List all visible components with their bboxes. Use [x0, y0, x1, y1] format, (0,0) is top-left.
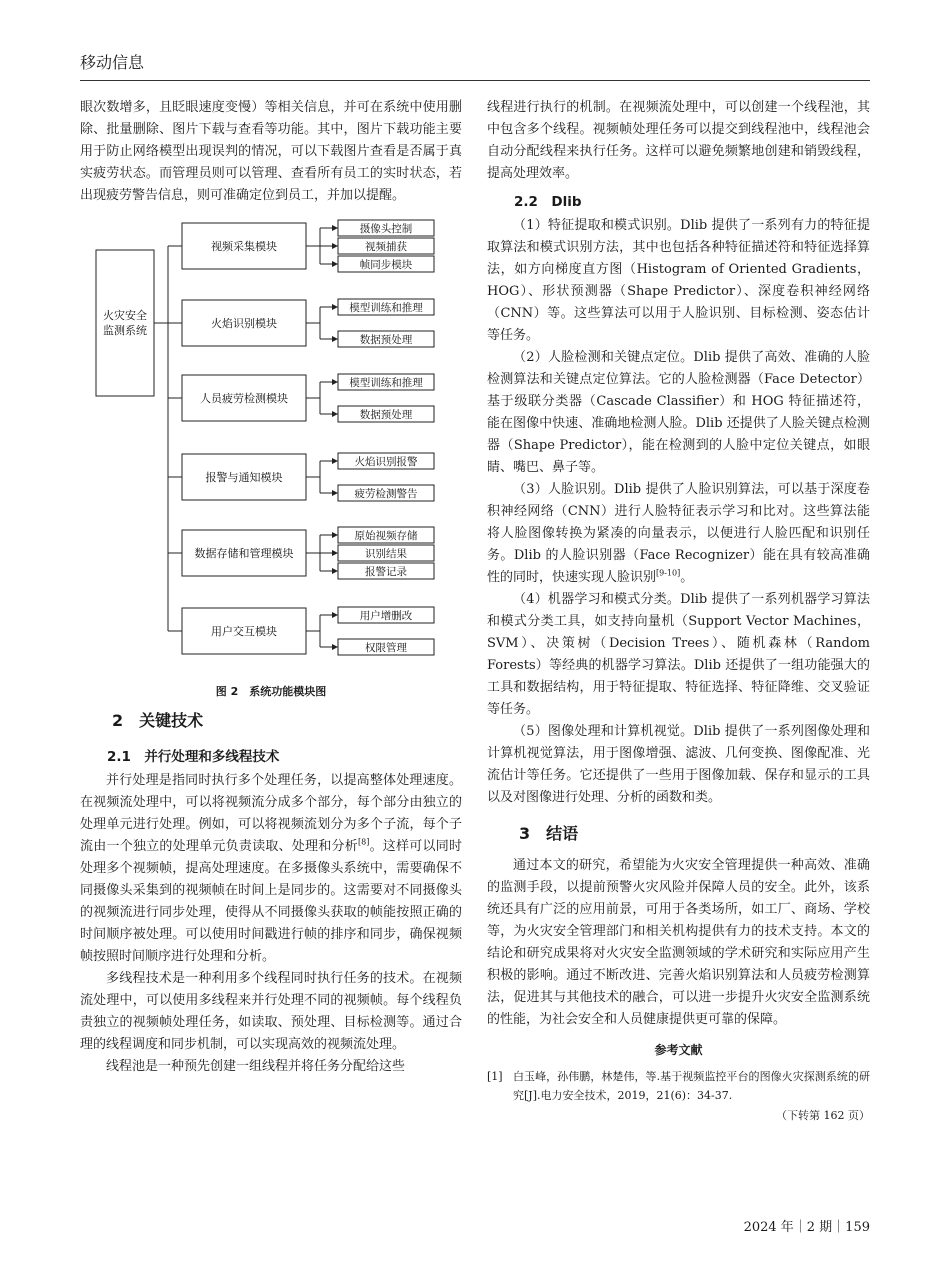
submodule-label: 摄像头控制: [359, 223, 413, 235]
paragraph-2-2-4: （4）机器学习和模式分类。Dlib 提供了一系列机器学习算法和模式分类工具，如支持向量机（Support Vector Machines，SVM）、决策树（Decision Trees）、随机森林（Random Forests）等经典的机器学习算法。Dlib 还提供了一组功能强大的工具和数据结构，用于特征提取、特征选择、特征降维、交叉验证等任务。: [487, 592, 870, 717]
arrow-head-icon: [332, 225, 338, 231]
arrow-head-icon: [332, 550, 338, 556]
citation-9-10: [9-10]: [656, 568, 681, 578]
submodule-label: 数据预处理: [359, 409, 413, 421]
submodule-label: 报警记录: [365, 566, 407, 578]
submodule-label: 帧同步模块: [359, 259, 413, 271]
arrow-head-icon: [332, 379, 338, 385]
paragraph-2-2-5: （5）图像处理和计算机视觉。Dlib 提供了一系列图像处理和计算机视觉算法，用于图像增强、滤波、几何变换、图像配准、光流估计等任务。它还提供了一些用于图像加载、保存和显示的工具以及对图像进行处理、分析的函数和类。: [487, 724, 870, 805]
arrow-head-icon: [332, 568, 338, 574]
continued-note: （下转第 162 页）: [776, 1109, 870, 1122]
system-module-diagram: [80, 219, 462, 679]
module-label: 用户交互模块: [211, 625, 277, 638]
reference-1: [1] 白玉峰，孙伟鹏，林楚伟，等.基于视频监控平台的图像火灾探测系统的研究[J].电力安全技术，2019，21(6)：34-37.: [487, 1067, 870, 1105]
root-label: 火灾安全: [103, 309, 147, 322]
reference-1-number: [1]: [487, 1070, 503, 1083]
submodule-label: 模型训练和推理: [349, 377, 423, 389]
paragraph-2-1-3-cont: 线程进行执行的机制。在视频流处理中，可以创建一个线程池，其中包含多个线程。视频帧处理任务可以提交到线程池中，线程池会自动分配线程来执行任务。这样可以避免频繁地创建和销毁线程，提高处理效率。: [487, 100, 870, 181]
section-2-1-title: 2.1 并行处理和多线程技术: [107, 749, 280, 765]
submodule-label: 数据预处理: [359, 334, 413, 346]
root-label: 监测系统: [103, 324, 147, 337]
arrow-head-icon: [332, 243, 338, 249]
paragraph-2-2-2: （2）人脸检测和关键点定位。Dlib 提供了高效、准确的人脸检测算法和关键点定位算法。它的人脸检测器（Face Detector）基于级联分类器（Cascade Classifier）和 HOG 特征描述符，能在图像中快速、准确地检测人脸。Dlib 还提供了人脸关键点检测器（Shape Predictor），能在检测到的人脸中定位关键点，如眼睛、嘴巴、鼻子等。: [487, 350, 870, 475]
journal-header: 移动信息: [80, 53, 145, 72]
section-2-2-title: 2.2 Dlib: [514, 194, 582, 210]
arrow-head-icon: [332, 458, 338, 464]
submodule-label: 模型训练和推理: [349, 302, 423, 314]
references-title: 参考文献: [654, 1043, 703, 1057]
paragraph-2-2-3: （3）人脸识别。Dlib 提供了人脸识别算法，可以基于深度卷积神经网络（CNN）进行人脸特征表示学习和比对。这些算法能将人脸图像转换为紧凑的向量表示，以便进行人脸匹配和识别任务。Dlib 的人脸识别器（Face Recognizer）能在具有较高准确性的同时，快速实现人脸识别[9-10]。: [487, 482, 870, 585]
figure-2: [80, 219, 462, 704]
submodule-label: 识别结果: [365, 548, 407, 560]
paragraph-2-1-3: 线程池是一种预先创建一组线程并将任务分配给这些: [106, 1059, 406, 1074]
page-footer: 2024 年｜2 期｜159: [743, 1220, 870, 1235]
arrow-head-icon: [332, 336, 338, 342]
arrow-head-icon: [332, 304, 338, 310]
paragraph-2-1-1: 并行处理是指同时执行多个处理任务，以提高整体处理速度。在视频流处理中，可以将视频流分成多个部分，每个部分由独立的处理单元进行处理。例如，可以将视频流划分为多个子流，每个子流由一个独立的处理单元负责读取、处理和分析[8]。这样可以同时处理多个视频帧，提高处理速度。在多摄像头系统中，需要确保不同摄像头采集到的视频帧在时间上是同步的。这需要对不同摄像头的视频流进行同步处理，使得从不同摄像头获取的帧能按照正确的时间顺序被处理。可以使用时间戳进行帧的排序和同步，确保视频帧按照时间顺序进行处理和分析。: [80, 773, 462, 964]
module-label: 数据存储和管理模块: [194, 547, 294, 560]
arrow-head-icon: [332, 490, 338, 496]
submodule-label: 疲劳检测警告: [354, 488, 418, 500]
submodule-label: 火焰识别报警: [354, 456, 418, 468]
figure-caption: 图 2 系统功能模块图: [215, 685, 327, 698]
intro-paragraph: 眼次数增多，且眨眼速度变慢）等相关信息，并可在系统中使用删除、批量删除、图片下载与查看等功能。其中，图片下载功能主要用于防止网络模型出现误判的情况，可以下载图片查看是否属于真实疲劳状态。而管理员则可以管理、查看所有员工的实时状态，若出现疲劳警告信息，则可准确定位到员工，并加以提醒。: [80, 100, 462, 203]
module-label: 报警与通知模块: [205, 471, 283, 484]
root-box: [96, 250, 154, 396]
left-column: [80, 97, 462, 1078]
paragraph-3: 通过本文的研究，希望能为火灾安全管理提供一种高效、准确的监测手段，以提前预警火灾风险并保障人员的安全。此外，该系统还具有广泛的应用前景，可用于各类场所，如工厂、商场、学校等，为火灾安全管理部门和相关机构提供有力的技术支持。本文的结论和研究成果将对火灾安全监测领域的学术研究和实际应用产生积极的影响。通过不断改进、完善火焰识别算法和人员疲劳检测算法，促进其与其他技术的融合，可以进一步提升火灾安全监测系统的性能，为社会安全和人员健康提供更可靠的保障。: [487, 858, 870, 1027]
section-2-title: 2 关键技术: [112, 711, 204, 730]
paragraph-2-2-1: （1）特征提取和模式识别。Dlib 提供了一系列有力的特征提取算法和模式识别方法，其中也包括各种特征描述符和特征选择算法，如方向梯度直方图（Histogram of Oriented Gradients，HOG）、形状预测器（Shape Predictor）、深度卷积神经网络（CNN）等。这些算法可以用于人脸识别、目标检测、姿态估计等任务。: [487, 218, 870, 343]
arrow-head-icon: [332, 644, 338, 650]
submodule-label: 权限管理: [365, 642, 407, 654]
module-label: 人员疲劳检测模块: [200, 392, 288, 405]
arrow-head-icon: [332, 411, 338, 417]
submodule-label: 用户增删改: [359, 610, 413, 622]
module-label: 火焰识别模块: [211, 317, 277, 330]
module-label: 视频采集模块: [211, 240, 277, 253]
header-rule: [80, 80, 870, 81]
paragraph-2-1-2: 多线程技术是一种利用多个线程同时执行任务的技术。在视频流处理中，可以使用多线程来并行处理不同的视频帧。每个线程负责独立的视频帧处理任务，如读取、预处理、目标检测等。通过合理的线程调度和同步机制，可以实现高效的视频流处理。: [80, 971, 462, 1052]
right-column: [487, 97, 870, 1127]
arrow-head-icon: [332, 532, 338, 538]
submodule-label: 视频捕获: [365, 241, 407, 253]
arrow-head-icon: [332, 612, 338, 618]
citation-8: [8]: [357, 837, 370, 847]
arrow-head-icon: [332, 261, 338, 267]
section-3-title: 3 结语: [519, 824, 579, 843]
submodule-label: 原始视频存储: [354, 530, 418, 542]
